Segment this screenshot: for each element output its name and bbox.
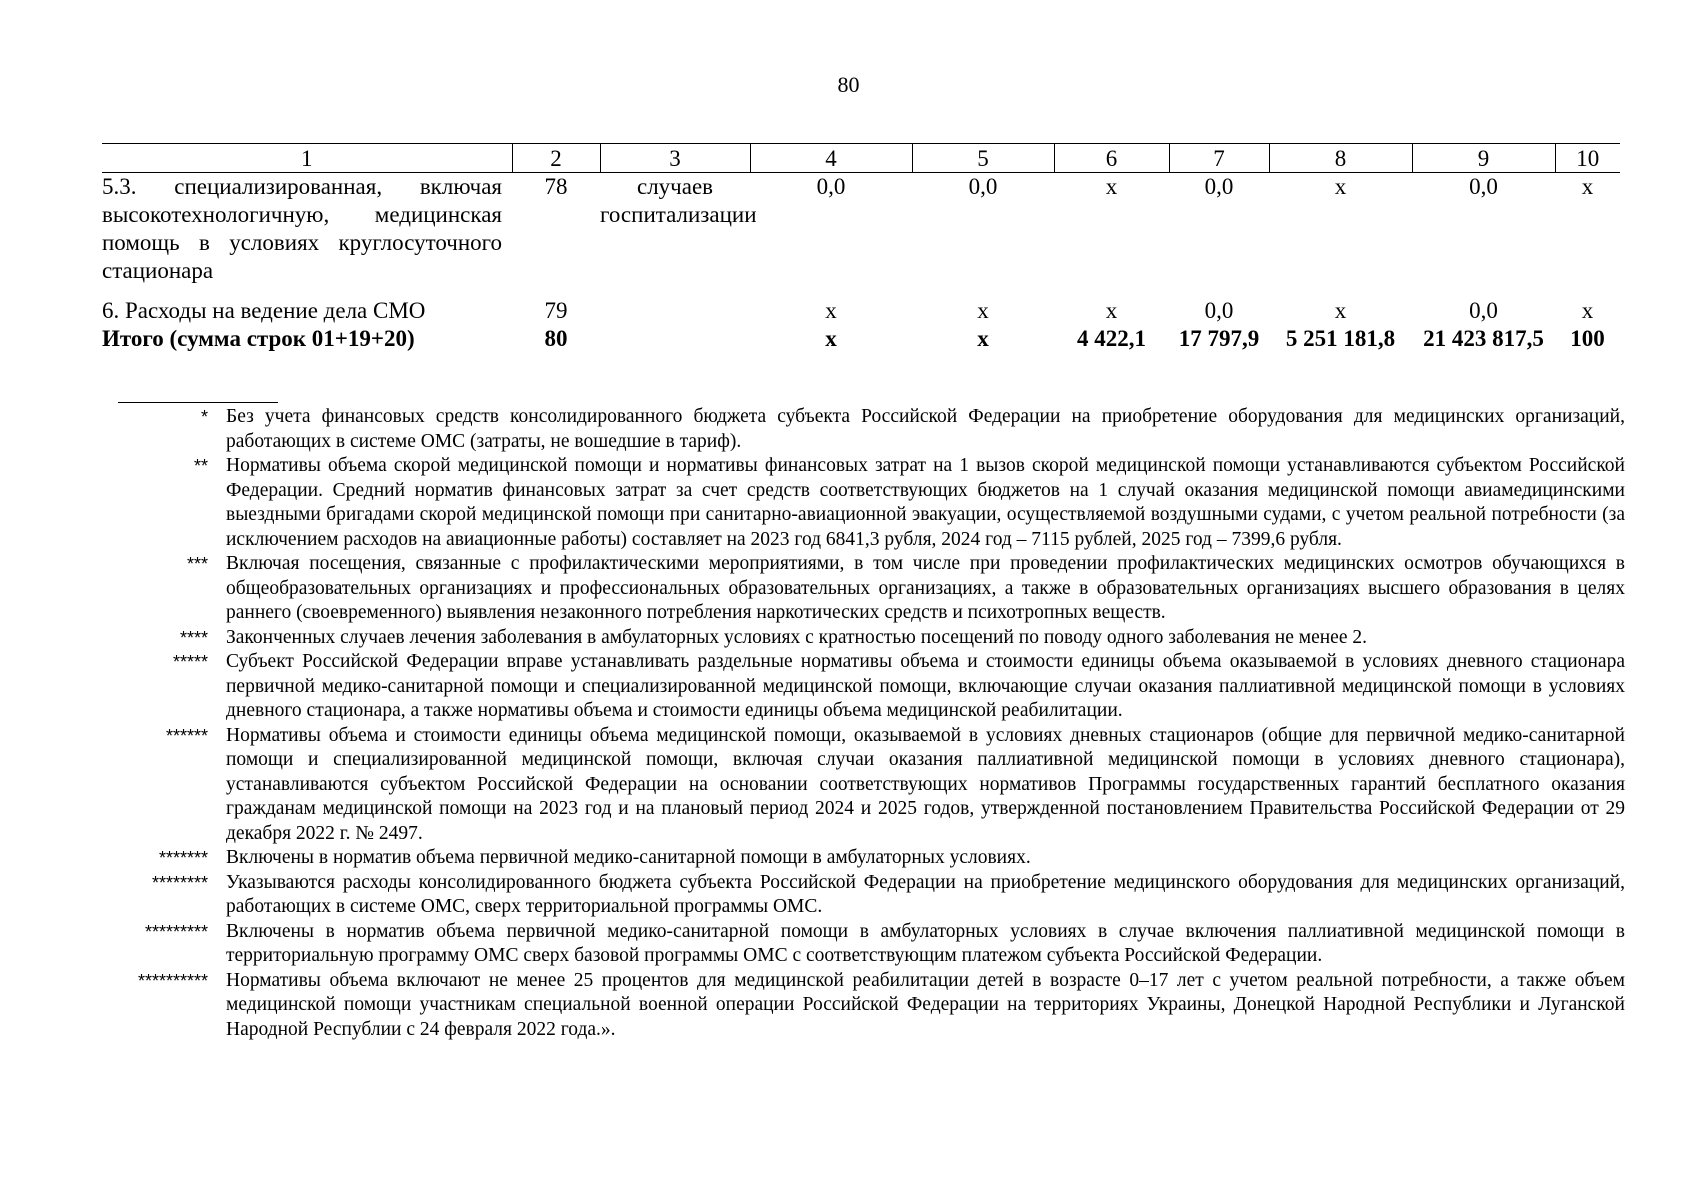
column-number: 3 <box>600 144 750 173</box>
column-number: 8 <box>1269 144 1412 173</box>
table-cell: х <box>1334 174 1347 199</box>
row-unit <box>600 325 750 353</box>
column-number: 6 <box>1054 144 1169 173</box>
column-number: 1 <box>102 144 512 173</box>
footnote-mark: *** <box>186 554 208 574</box>
table-cell: 0,0 <box>1469 298 1498 323</box>
table-cell: х <box>1581 174 1594 199</box>
footnote <box>90 626 1625 651</box>
table-cell: 17 797,9 <box>1178 326 1260 351</box>
table-header <box>102 144 1620 173</box>
footnote-text: Без учета финансовых средств консолидированного бюджета субъекта Российской Федерации на приобретение оборудования для медицинских организаций, работающих в системе ОМС (затраты, не вошедшие в тариф). <box>226 406 1625 452</box>
footnote-mark: ********* <box>144 921 208 942</box>
footnote-text: Нормативы объема и стоимости единицы объема медицинской помощи, оказываемой в условиях дневных стационаров (общие для первичной медико-санитарной помощи и специализированной медицинской помощи, включая случаи оказания паллиативной медицинской помощи в условиях дневного стационара), устанавливаются субъектом Российской Федерации на основании соответствующих нормативов Программы государственных гарантий бесплатного оказания гражданам медицинской помощи на 2023 год и на плановый период 2024 и 2025 годов, утвержденной постановлением Правительства Российской Федерации от 29 декабря 2022 г. № 2497. <box>226 724 1625 844</box>
page-number: 80 <box>837 72 860 97</box>
table-cell: х <box>977 326 989 351</box>
table-cell: 0,0 <box>816 174 846 199</box>
footnote <box>90 969 1625 1043</box>
footnote <box>90 871 1625 920</box>
table-cell: х <box>977 298 989 323</box>
footnote <box>90 552 1625 626</box>
row-code: 78 <box>544 174 568 199</box>
footnote <box>90 920 1625 969</box>
total-row <box>102 325 1620 353</box>
footnote-text: Указываются расходы консолидированного бюджета субъекта Российской Федерации на приобретение медицинского оборудования для медицинских организаций, работающих в системе ОМС, сверх территориальной программы ОМС. <box>226 871 1625 917</box>
row-label: 6. Расходы на ведение дела СМО <box>102 298 426 323</box>
row-unit <box>600 297 750 325</box>
table-cell: х <box>1334 298 1347 323</box>
table-cell: 0,0 <box>1469 174 1498 199</box>
table-cell: 4 422,1 <box>1077 326 1146 351</box>
column-number: 7 <box>1169 144 1269 173</box>
footnote-separator <box>118 402 278 403</box>
table-cell: х <box>825 326 837 351</box>
footnote-text: Нормативы объема включают не менее 25 процентов для медицинской реабилитации детей в возрасте 0–17 лет с учетом реальной потребности, а также объем медицинской помощи участникам специальной военной операции Российской Федерации на территориях Украины, Донецкой Народной Республики и Луганской Народной Республии с 24 февраля 2022 года.». <box>226 969 1625 1040</box>
table-cell: 21 423 817,5 <box>1423 326 1544 351</box>
column-number: 10 <box>1555 144 1620 173</box>
footnote-text: Включены в норматив объема первичной медико-санитарной помощи в амбулаторных условиях в случае включения паллиативной медицинской помощи в территориальную программу ОМС сверх базовой программы ОМС с соответствующим платежом субъекта Российской Федерации. <box>226 920 1625 966</box>
footnote-mark: ***** <box>172 652 208 672</box>
table-cell: 0,0 <box>1204 298 1234 323</box>
footnote-mark: **** <box>179 627 208 648</box>
row-label: 5.3. специализированная, включая высокотехнологичную, медицинская помощь в условиях круглосуточного стационара <box>102 174 502 283</box>
column-number: 2 <box>512 144 600 173</box>
row-unit: случаев госпитализации <box>600 174 757 227</box>
footnote <box>90 724 1625 847</box>
table-cell: х <box>1105 174 1118 199</box>
financing-table <box>102 143 1620 353</box>
column-number: 9 <box>1412 144 1555 173</box>
table-cell: х <box>825 298 837 323</box>
footnote <box>90 454 1625 552</box>
table-cell: 5 251 181,8 <box>1285 326 1396 351</box>
table-row <box>102 297 1620 325</box>
row-label: Итого (сумма строк 01+19+20) <box>102 326 415 351</box>
footnotes <box>90 405 1625 1042</box>
footnote-mark: ******** <box>151 872 208 893</box>
footnote-text: Включены в норматив объема первичной медико-санитарной помощи в амбулаторных условиях. <box>226 847 1031 868</box>
footnote-mark: ** <box>193 456 208 476</box>
footnote <box>90 846 1625 871</box>
footnote-mark: ********** <box>137 970 208 991</box>
table-cell: х <box>1581 298 1594 323</box>
column-number: 5 <box>912 144 1054 173</box>
table-row <box>102 173 1620 286</box>
footnote-text: Законченных случаев лечения заболевания в амбулаторных условиях с кратностью посещений по поводу одного заболевания не менее 2. <box>226 626 1367 648</box>
footnote-mark: ****** <box>165 725 208 746</box>
footnote <box>90 405 1625 454</box>
table-cell: 0,0 <box>1204 174 1234 199</box>
column-number: 4 <box>750 144 912 173</box>
footnote-mark: * <box>200 407 208 427</box>
table-cell: 0,0 <box>968 174 998 199</box>
table-cell: 100 <box>1570 326 1605 351</box>
table-cell: х <box>1105 298 1118 323</box>
footnote-text: Субъект Российской Федерации вправе устанавливать раздельные нормативы объема и стоимости единицы объема оказываемой в условиях дневного стационара первичной медико-санитарной помощи и специализированной медицинской помощи, включающие случаи оказания паллиативной медицинской помощи в условиях дневного стационара, а также нормативы объема и стоимости единицы объема медицинской реабилитации. <box>226 651 1625 721</box>
footnote <box>90 650 1625 724</box>
row-code: 79 <box>544 298 568 323</box>
footnote-text: Включая посещения, связанные с профилактическими мероприятиями, в том числе при проведении профилактических медицинских осмотров обучающихся в общеобразовательных организациях и профессиональных образовательных организациях, а также в образовательных организациях высшего образования в целях раннего (своевременного) выявления незаконного потребления наркотических средств и психотропных веществ. <box>226 553 1625 623</box>
footnote-text: Нормативы объема скорой медицинской помощи и нормативы финансовых затрат на 1 вызов скорой медицинской помощи устанавливаются субъектом Российской Федерации. Средний норматив финансовых затрат за счет средств соответствующих бюджетов на 1 случай оказания медицинской помощи авиамедицинскими выездными бригадами скорой медицинской помощи при санитарно-авиационной эвакуации, осуществляемой воздушными судами, с учетом реальной потребности (за исключением расходов на авиационные работы) составляет на 2023 год 6841,3 рубля, 2024 год – 7115 рублей, 2025 год – 7399,6 рубля. <box>226 455 1625 550</box>
footnote-mark: ******* <box>158 848 208 868</box>
row-code: 80 <box>544 326 568 351</box>
